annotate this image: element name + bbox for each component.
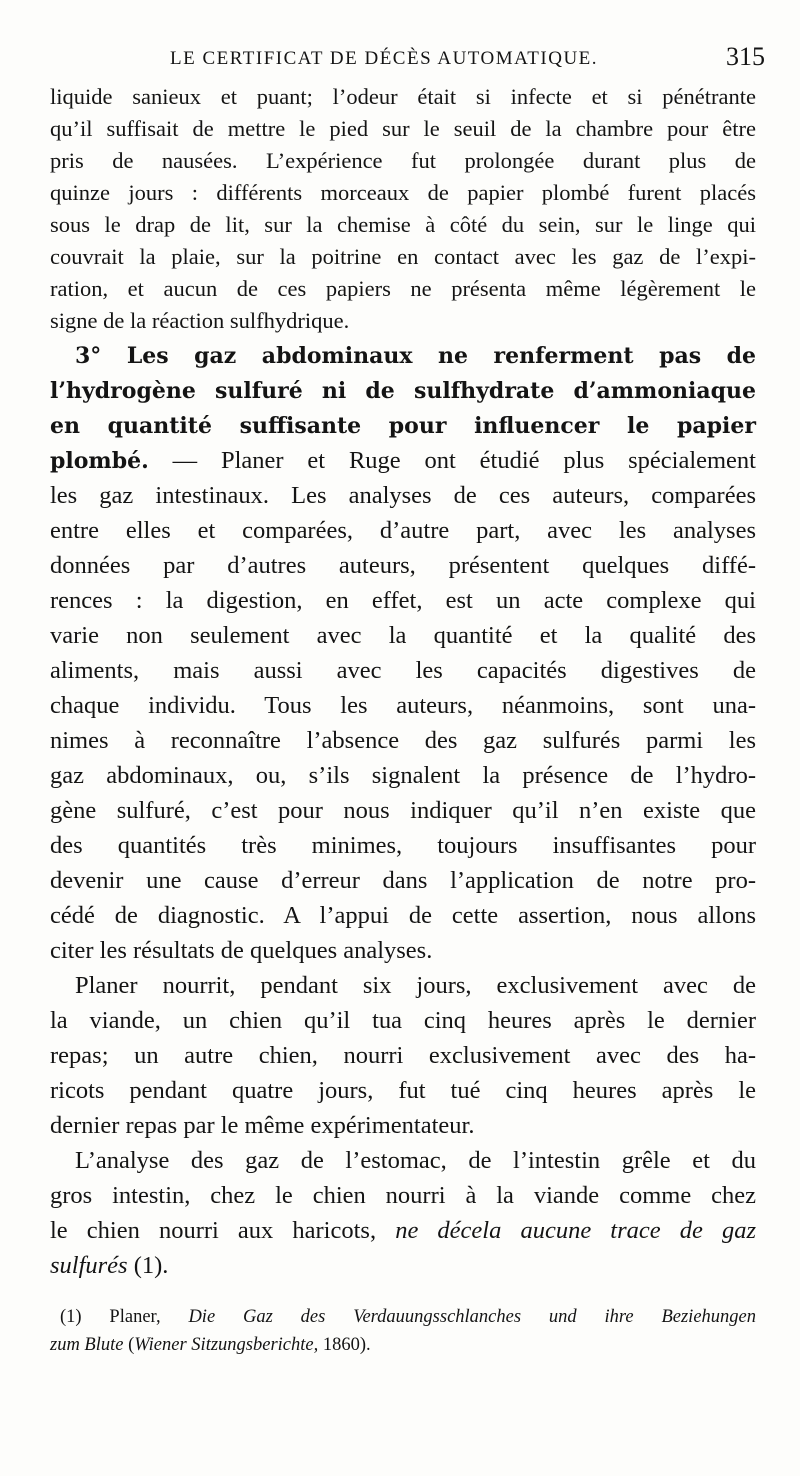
text-line: L’analyse des gaz de l’estomac, de l’intestin grêle et du xyxy=(75,1147,756,1174)
text-line: nimes à reconnaître l’absence des gaz sulfurés parmi les xyxy=(50,727,756,754)
section-heading-line: en quantité suffisante pour influencer le papier xyxy=(50,413,756,439)
text-line: varie non seulement avec la quantité et la qualité des xyxy=(50,622,756,649)
text-line: les gaz intestinaux. Les analyses de ces auteurs, comparées xyxy=(50,482,756,509)
text-line: gaz abdominaux, ou, s’ils signalent la présence de l’hydro- xyxy=(50,762,756,789)
text-line: des quantités très minimes, toujours insuffisantes pour xyxy=(50,832,756,859)
text-line: signe de la réaction sulfhydrique. xyxy=(50,308,350,333)
text-line: données par d’autres auteurs, présentent quelques diffé- xyxy=(50,552,756,579)
section-heading-line: 3° Les gaz abdominaux ne renferment pas de xyxy=(75,343,756,369)
text-line: gros intestin, chez le chien nourri à la viande comme chez xyxy=(50,1182,756,1209)
text-line: repas; un autre chien, nourri exclusivement avec des ha- xyxy=(50,1042,756,1069)
page-number: 315 xyxy=(726,42,765,71)
running-head: LE CERTIFICAT DE DÉCÈS AUTOMATIQUE. xyxy=(170,48,599,69)
text-line: liquide sanieux et puant; l’odeur était si infecte et si pénétrante xyxy=(50,84,756,109)
footnote-line: (1) Planer, Die Gaz des Verdauungsschlanches und ihre Beziehungen xyxy=(60,1307,756,1327)
text-line: aliments, mais aussi avec les capacités digestives de xyxy=(50,657,756,684)
text-line: Planer nourrit, pendant six jours, exclusivement avec de xyxy=(75,972,756,999)
text-line: dernier repas par le même expérimentateur. xyxy=(50,1112,475,1139)
text-line: chaque individu. Tous les auteurs, néanmoins, sont una- xyxy=(50,692,756,719)
text-line: gène sulfuré, c’est pour nous indiquer qu’il n’en existe que xyxy=(50,797,756,824)
text-line: citer les résultats de quelques analyses. xyxy=(50,937,433,964)
text-line: sulfurés (1). xyxy=(50,1252,169,1279)
text-line: ration, et aucun de ces papiers ne présenta même légèrement le xyxy=(50,276,756,301)
footnote-line: zum Blute (Wiener Sitzungsberichte, 1860). xyxy=(50,1335,371,1355)
text-line: pris de nausées. L’expérience fut prolongée durant plus de xyxy=(50,148,756,173)
text-line: rences : la digestion, en effet, est un acte complexe qui xyxy=(50,587,756,614)
text-line: ricots pendant quatre jours, fut tué cinq heures après le xyxy=(50,1077,756,1104)
section-heading-line: plombé. — Planer et Ruge ont étudié plus spécialement xyxy=(50,447,756,474)
text-line: le chien nourri aux haricots, ne décela aucune trace de gaz xyxy=(50,1217,756,1244)
text-line: cédé de diagnostic. A l’appui de cette assertion, nous allons xyxy=(50,902,756,929)
text-line: entre elles et comparées, d’autre part, avec les analyses xyxy=(50,517,756,544)
page-header xyxy=(50,40,765,76)
text-line: devenir une cause d’erreur dans l’application de notre pro- xyxy=(50,867,756,894)
text-line: quinze jours : différents morceaux de papier plombé furent placés xyxy=(50,180,756,205)
text-line: sous le drap de lit, sur la chemise à côté du sein, sur le linge qui xyxy=(50,212,756,237)
text-line: couvrait la plaie, sur la poitrine en contact avec les gaz de l’expi- xyxy=(50,244,756,269)
text-line: qu’il suffisait de mettre le pied sur le seuil de la chambre pour être xyxy=(50,116,756,141)
section-heading-line: l’hydrogène sulfuré ni de sulfhydrate d’ammoniaque xyxy=(50,378,756,404)
text-line: la viande, un chien qu’il tua cinq heures après le dernier xyxy=(50,1007,756,1034)
